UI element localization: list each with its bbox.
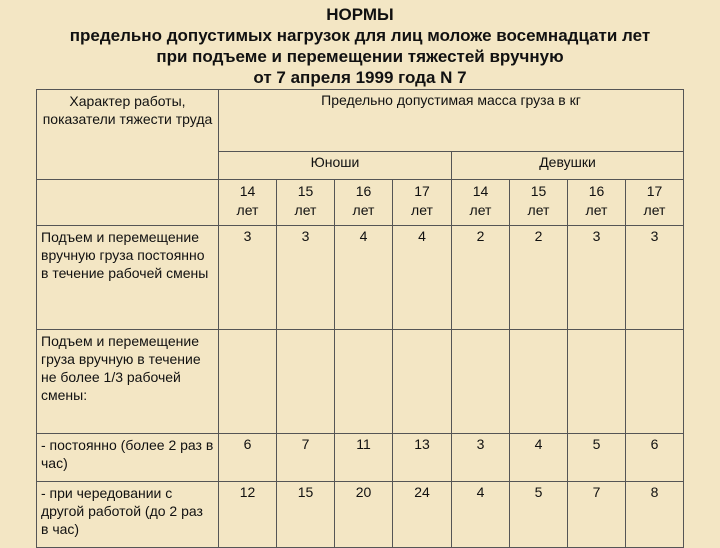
value-cell	[219, 330, 277, 434]
value-cell: 11	[335, 434, 393, 482]
group-girls: Девушки	[452, 152, 684, 180]
norms-table	[36, 89, 684, 548]
title-line-4: от 7 апреля 1999 года N 7	[253, 68, 467, 87]
table-row	[37, 330, 684, 434]
document-title	[0, 4, 720, 88]
table-row	[37, 434, 684, 482]
value-cell: 3	[626, 226, 684, 330]
value-cell: 3	[568, 226, 626, 330]
value-cell: 3	[277, 226, 335, 330]
value-cell: 7	[277, 434, 335, 482]
age-cell: 16 лет	[335, 180, 393, 226]
age-cell: 15 лет	[510, 180, 568, 226]
value-cell: 6	[219, 434, 277, 482]
table-row	[37, 482, 684, 548]
value-cell: 15	[277, 482, 335, 548]
title-heading: НОРМЫ	[326, 5, 394, 24]
age-cell: 14 лет	[452, 180, 510, 226]
value-cell	[452, 330, 510, 434]
header-max-mass: Предельно допустимая масса груза в кг	[219, 90, 684, 152]
value-cell: 4	[393, 226, 452, 330]
value-cell: 4	[335, 226, 393, 330]
row-label: Подъем и перемещение вручную груза постоянно в течение рабочей смены	[37, 226, 219, 330]
value-cell: 13	[393, 434, 452, 482]
table-row	[37, 226, 684, 330]
value-cell	[510, 330, 568, 434]
value-cell: 8	[626, 482, 684, 548]
value-cell: 2	[452, 226, 510, 330]
value-cell: 5	[568, 434, 626, 482]
value-cell: 3	[452, 434, 510, 482]
value-cell: 3	[219, 226, 277, 330]
value-cell	[277, 330, 335, 434]
value-cell	[568, 330, 626, 434]
value-cell: 7	[568, 482, 626, 548]
value-cell: 5	[510, 482, 568, 548]
row-label: - при чередовании с другой работой (до 2 раз в час)	[37, 482, 219, 548]
value-cell: 6	[626, 434, 684, 482]
age-cell: 15 лет	[277, 180, 335, 226]
header-work-type: Характер работы, показатели тяжести труда	[37, 90, 219, 180]
age-cell: 17 лет	[393, 180, 452, 226]
value-cell: 4	[510, 434, 568, 482]
age-cell: 14 лет	[219, 180, 277, 226]
value-cell	[393, 330, 452, 434]
value-cell	[626, 330, 684, 434]
row-label: - постоянно (более 2 раз в час)	[37, 434, 219, 482]
title-line-3: при подъеме и перемещении тяжестей вручную	[156, 47, 564, 66]
value-cell: 12	[219, 482, 277, 548]
value-cell: 2	[510, 226, 568, 330]
group-boys: Юноши	[219, 152, 452, 180]
value-cell: 24	[393, 482, 452, 548]
value-cell: 20	[335, 482, 393, 548]
row-label: Подъем и перемещение груза вручную в течение не более 1/3 рабочей смены:	[37, 330, 219, 434]
value-cell	[335, 330, 393, 434]
age-cell: 17 лет	[626, 180, 684, 226]
title-line-2: предельно допустимых нагрузок для лиц моложе восемнадцати лет	[69, 26, 651, 45]
value-cell: 4	[452, 482, 510, 548]
age-header-blank	[37, 180, 219, 226]
age-cell: 16 лет	[568, 180, 626, 226]
